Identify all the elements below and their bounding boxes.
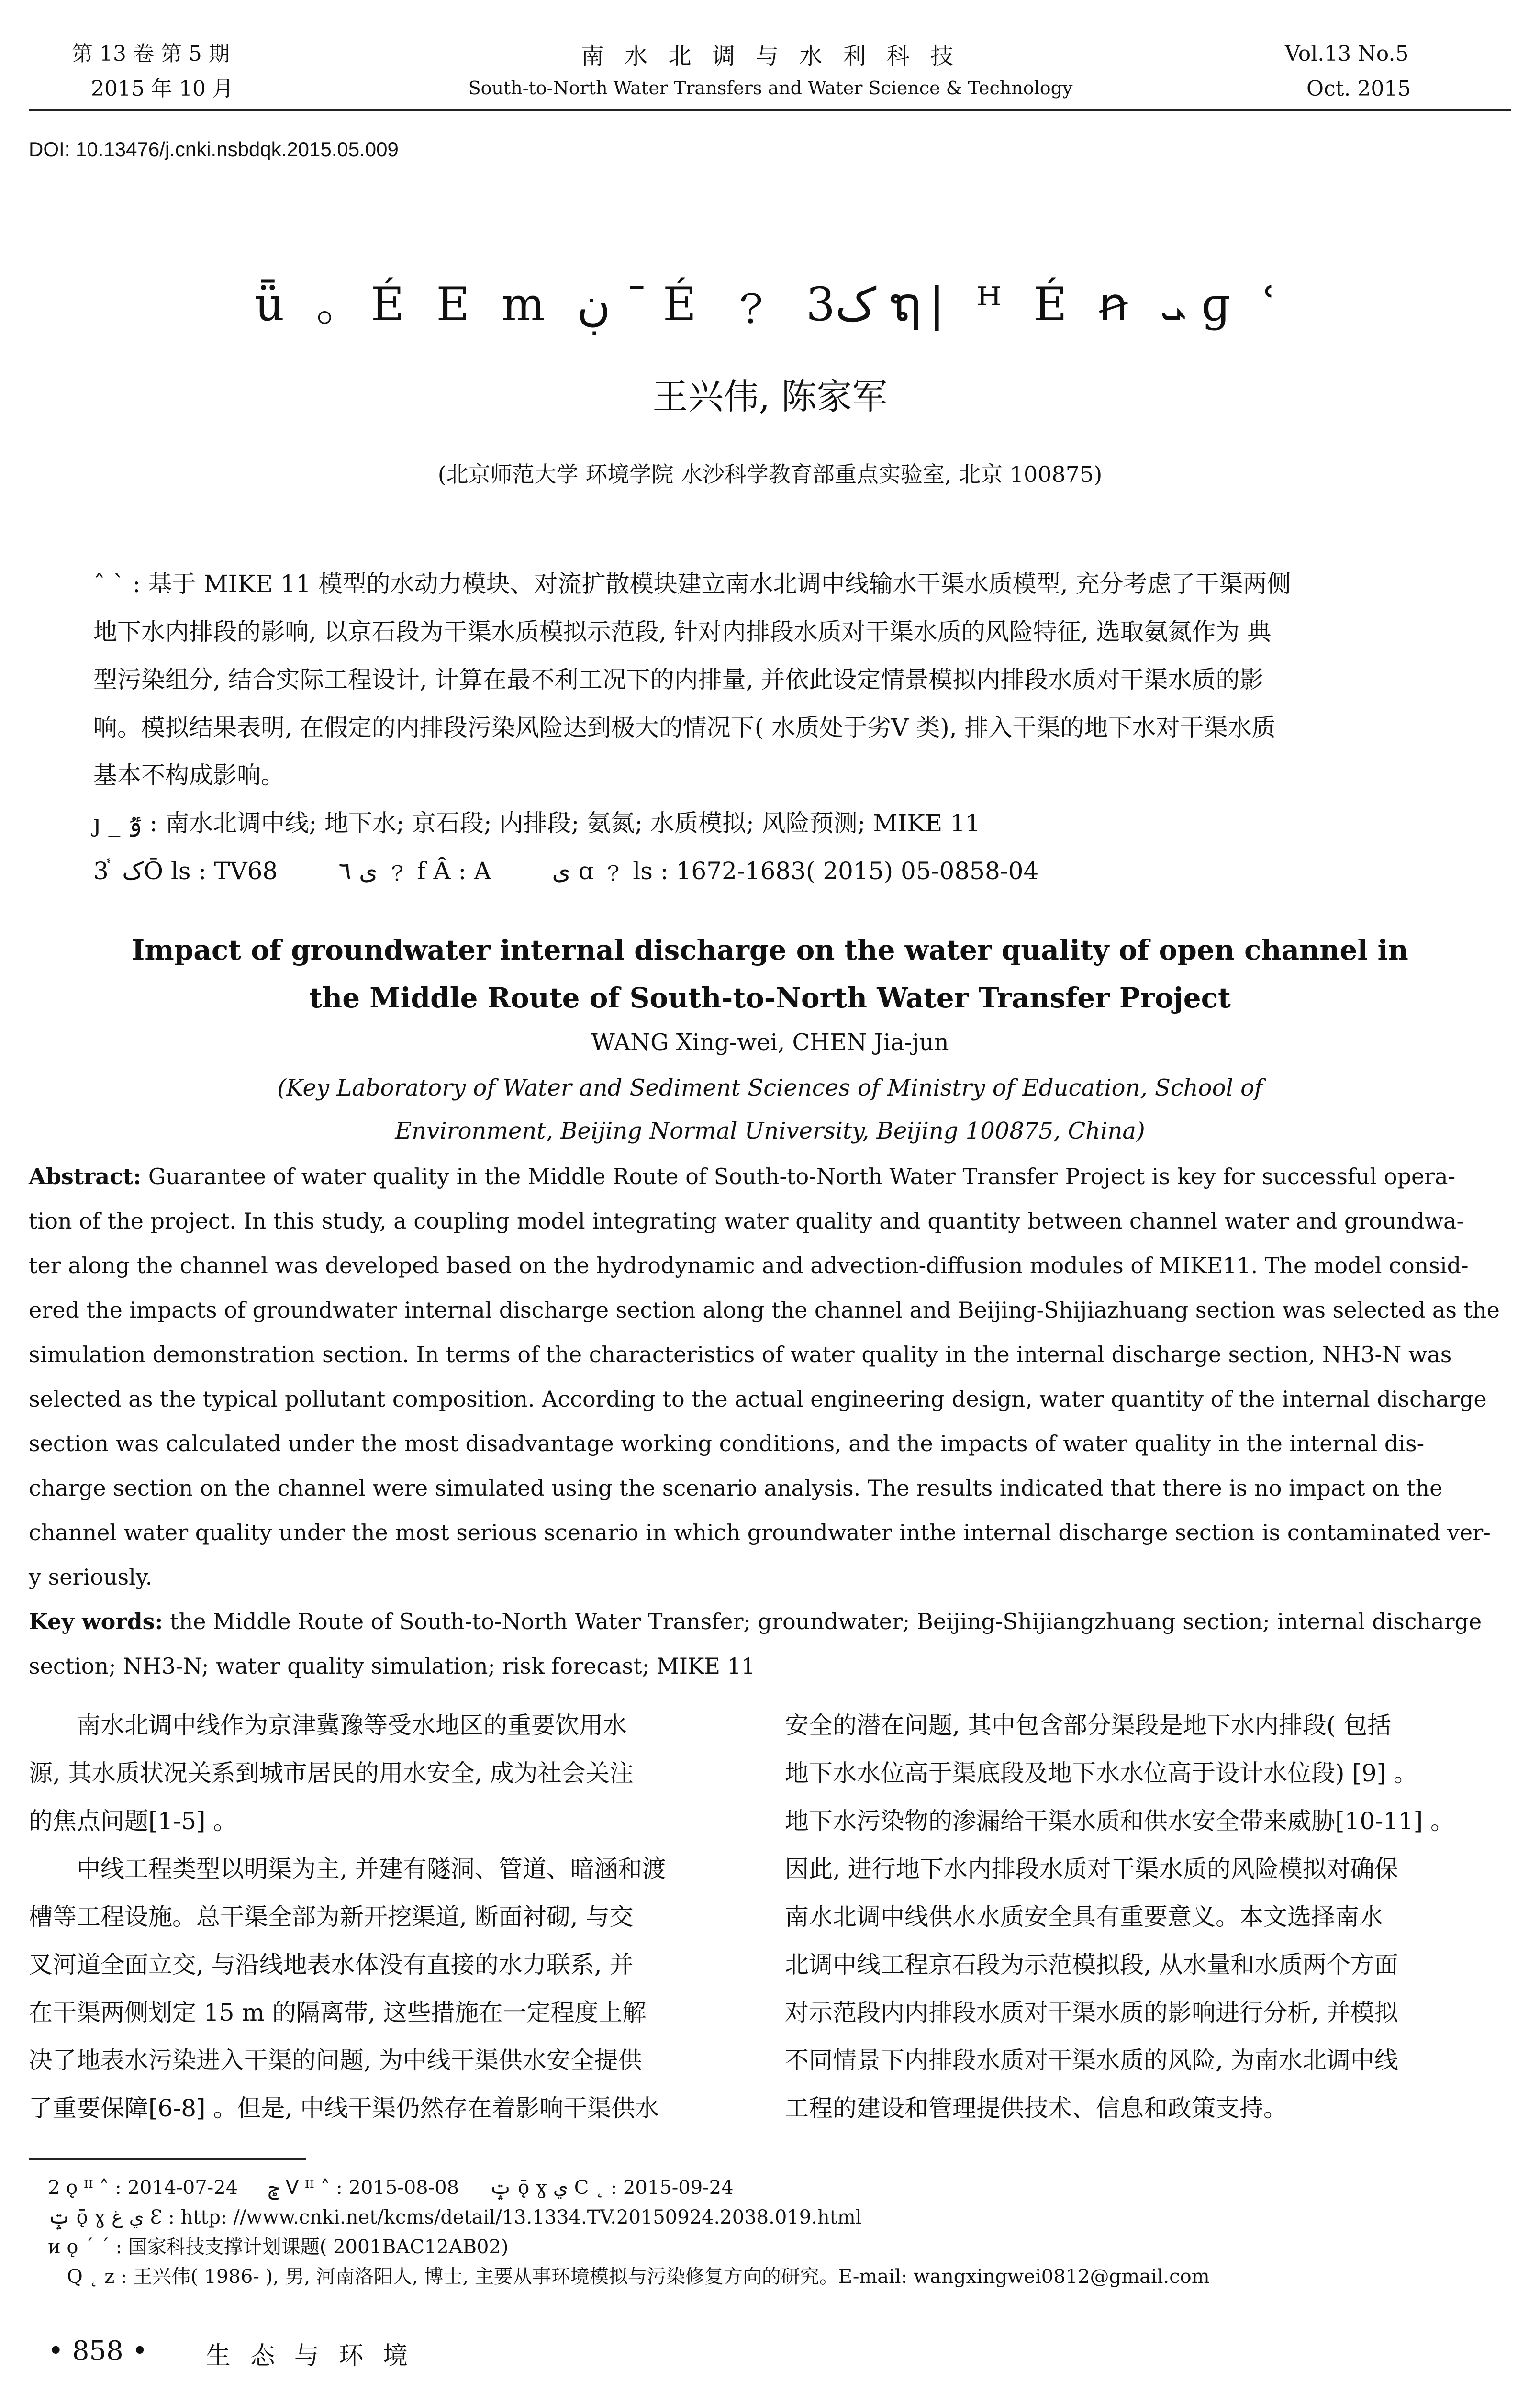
- abstract-en-line: y seriously.: [29, 1564, 153, 1590]
- keywords-cn: ȷ _ ٷ : 南水北调中线; 地下水; 京石段; 内排段; 氨氮; 水质模拟; 风险预测; MIKE 11: [93, 809, 981, 837]
- abstract-en-label: Abstract:: [29, 1163, 142, 1189]
- abstract-en-line: ered the impacts of groundwater internal discharge section along the channel and Beijing-Shijiazhuang section was selected as the: [29, 1297, 1500, 1323]
- footnote-dates: 2 ǫ ᴵᴵ ˄ : 2014-07-24 ݮ ᐯ ᴵᴵ ˄ : 2015-08-08 ݓ ǭ ɣ ي Ϲ ˛ : 2015-09-24: [48, 2177, 734, 2199]
- journal-date: 2015 年 10 月: [91, 77, 234, 101]
- article-title-en: Impact of groundwater internal discharge on the water quality of open channel in the Middle Route of South-to-North Water Transfer Project: [132, 934, 1408, 1014]
- abstract-cn-line: 地下水内排段的影响, 以京石段为干渠水质模拟示范段, 针对内排段水质对干渠水质的风险特征, 选取氨氮作为 典: [93, 618, 1272, 646]
- journal-title-en: South-to-North Water Transfers and Water Science & Technology: [468, 78, 1073, 99]
- abstract-en: [29, 1154, 1511, 1689]
- body-line: 地下水污染物的渗漏给干渠水质和供水安全带来威胁[10-11] 。: [785, 1807, 1455, 1835]
- footnote-funding: ᴎ ǫ ˊ ˊ : 国家科技支撑计划课题( 2001BAC12AB02): [48, 2236, 509, 2258]
- classification-line: 3 ֓ کŌ ls : TV68 ی ٦ ﹖ f Ȃ : A ی ɑ ﹖ ls : 1672-1683( 2015) 05-0858-04: [93, 857, 1039, 885]
- affiliation-en: (Key Laboratory of Water and Sediment Sciences of Ministry of Education, School of Environment, Beijing Normal University, Beijing 100875, China): [277, 1074, 1263, 1144]
- body-line: 不同情景下内排段水质对干渠水质的风险, 为南水北调中线: [785, 2046, 1398, 2074]
- affiliation-cn: (北京师范大学 环境学院 水沙科学教育部重点实验室, 北京 100875): [437, 461, 1103, 487]
- keywords-en: Key words: the Middle Route of South-to-North Water Transfer; groundwater; Beijing-Shijiangzhuang section; internal discharge: [29, 1609, 1482, 1634]
- footnote-url: ݓ ǭ ɣ ي ﻍ Ɛ : http: //www.cnki.net/kcms/detail/13.1334.TV.20150924.2038.019.html: [48, 2206, 862, 2228]
- footnote-rule: [29, 2158, 306, 2160]
- body-column-left: [29, 1701, 742, 2132]
- abstract-en-line: charge section on the channel were simulated using the scenario analysis. The results indicated that there is no impact on the: [29, 1475, 1443, 1501]
- abstract-cn-line: 响。模拟结果表明, 在假定的内排段污染风险达到极大的情况下( 水质处于劣Ⅴ 类), 排入干渠的地下水对干渠水质: [93, 714, 1276, 741]
- body-line: 地下水水位高于渠底段及地下水水位高于设计水位段) [9] 。: [785, 1759, 1418, 1787]
- footnotes: [48, 2173, 1484, 2292]
- page-number: • 858 •: [48, 2336, 148, 2367]
- journal-volume-en: Vol.13 No.5: [1285, 42, 1409, 66]
- abstract-en-line: ter along the channel was developed based on the hydrodynamic and advection-diffusion modules of MIKE11. The model consid-: [29, 1252, 1469, 1278]
- body-paragraph: 南水北调中线作为京津冀豫等受水地区的重要饮用水 源, 其水质状况关系到城市居民的用水安全, 成为社会关注 的焦点问题[1-5] 。: [29, 1711, 634, 1835]
- body-column-right: [785, 1701, 1511, 2132]
- abstract-cn-line: 基本不构成影响。: [93, 761, 285, 789]
- body-line: 工程的建设和管理提供技术、信息和政策支持。: [785, 2094, 1287, 2122]
- abstract-en-line: tion of the project. In this study, a coupling model integrating water quality and quantity between channel water and groundwa-: [29, 1208, 1464, 1234]
- authors-en: WANG Xing-wei, CHEN Jia-jun: [591, 1029, 949, 1056]
- footnote-author: Q ˛ ᴢ : 王兴伟( 1986- ), 男, 河南洛阳人, 博士, 主要从事环境模拟与污染修复方向的研究。E-mail: wangxingwei0812@gmail.com: [67, 2266, 1210, 2288]
- header-rule: [29, 109, 1511, 111]
- journal-date-en: Oct. 2015: [1306, 77, 1411, 101]
- body-line: 北调中线工程京石段为示范模拟段, 从水量和水质两个方面: [785, 1951, 1398, 1979]
- keywords-cn-label: ȷ _ ٷ :: [93, 809, 158, 837]
- abstract-en-line: simulation demonstration section. In terms of the characteristics of water quality in the internal discharge section, NH3-N was: [29, 1342, 1452, 1367]
- abstract-cn-line: ˆ ˋ : 基于 MIKE 11 模型的水动力模块、对流扩散模块建立南水北调中线输水干渠水质模型, 充分考虑了干渠两侧: [93, 570, 1291, 598]
- authors-cn: 王兴伟, 陈家军: [652, 376, 888, 417]
- body-line: 安全的潜在问题, 其中包含部分渠段是地下水内排段( 包括: [785, 1711, 1392, 1739]
- journal-title-cn: 南 水 北 调 与 水 利 科 技: [580, 43, 960, 69]
- keywords-en-label: Key words:: [29, 1609, 163, 1634]
- abstract-cn: [93, 560, 1448, 895]
- body-line: 对示范段内内排段水质对干渠水质的影响进行分析, 并模拟: [785, 1999, 1398, 2026]
- abstract-cn-line: 型污染组分, 结合实际工程设计, 计算在最不利工况下的内排量, 并依此设定情景模拟内排段水质对干渠水质的影: [93, 666, 1264, 693]
- journal-volume-issue: 第 13 卷 第 5 期: [72, 42, 230, 66]
- abstract-cn-label: ˆ ˋ :: [93, 570, 141, 598]
- keywords-en-line: section; NH3-N; water quality simulation; risk forecast; MIKE 11: [29, 1653, 756, 1679]
- section-name: 生 态 与 环 境: [206, 2342, 414, 2371]
- doi: DOI: 10.13476/j.cnki.nsbdqk.2015.05.009: [29, 138, 399, 160]
- body-line: 因此, 进行地下水内排段水质对干渠水质的风险模拟对确保: [785, 1855, 1398, 1883]
- abstract-en-line: selected as the typical pollutant composition. According to the actual engineering design, water quantity of the internal discharge: [29, 1386, 1487, 1412]
- article-title-cn: ǖ 。É E m ڹ ¯ É ﹖ ک3 ຖ| ᴴ É ꞥ ܝ ɡ ʿ: [255, 278, 1285, 331]
- abstract-en-line: Abstract: Guarantee of water quality in the Middle Route of South-to-North Water Transfer Project is key for successful opera-: [29, 1163, 1456, 1189]
- abstract-en-line: section was calculated under the most disadvantage working conditions, and the impacts of water quality in the internal dis-: [29, 1431, 1425, 1456]
- body-paragraph: 中线工程类型以明渠为主, 并建有隧洞、管道、暗涵和渡 槽等工程设施。总干渠全部为新开挖渠道, 断面衬砌, 与交 叉河道全面立交, 与沿线地表水体没有直接的水力联系, 并 在干渠两侧划定 15 m 的隔离带, 这些措施在一定程度上解 决了地表水污染进入干渠的问题, 为中线干渠供水安全提供 了重要保障[6-8] 。但是, 中线干渠仍然存在着影响干渠供水: [29, 1855, 666, 2122]
- body-line: 南水北调中线供水水质安全具有重要意义。本文选择南水: [785, 1903, 1383, 1931]
- abstract-en-line: channel water quality under the most serious scenario in which groundwater inthe internal discharge section is contaminated ver-: [29, 1520, 1491, 1545]
